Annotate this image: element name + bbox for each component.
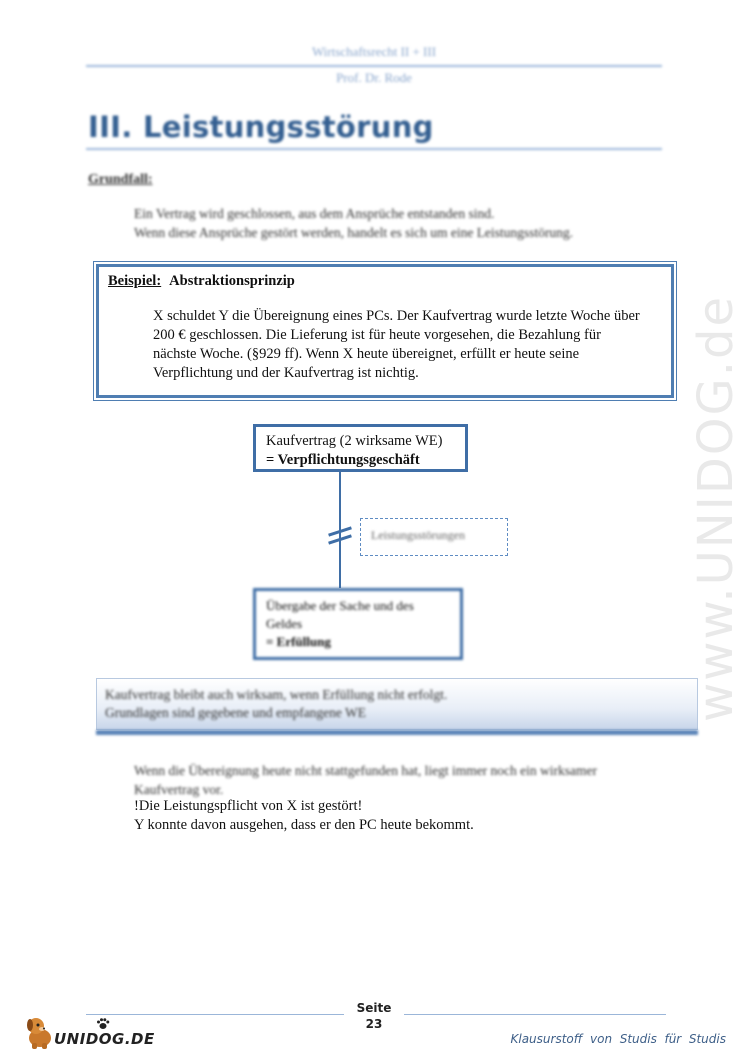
page-number: 23: [365, 1017, 383, 1031]
example-box: [96, 264, 674, 398]
conclusion-line-2: Y konnte davon ausgehen, dass er den PC heute bekommt.: [134, 817, 474, 833]
diagram-bottom-line-1: Übergabe der Sache und des: [266, 598, 414, 613]
example-line-3: nächste Woche. (§929 ff). Wenn X heute übereignet, erfüllt er heute seine: [153, 346, 580, 362]
grundfall-text: [134, 204, 674, 242]
conclusion-blurred: [134, 761, 674, 799]
banner-shadow: [96, 730, 698, 735]
conclusion-text: [134, 797, 674, 835]
example-body: [153, 307, 673, 383]
title-underline: [86, 148, 662, 150]
diagram-top-box: [253, 424, 468, 472]
example-line-1: X schuldet Y die Übereignung eines PCs. Der Kaufvertrag wurde letzte Woche über: [153, 308, 640, 324]
paw-icon: [96, 1018, 110, 1030]
example-line-2: 200 € geschlossen. Die Lieferung ist für heute vorgesehen, die Bezahlung für: [153, 327, 601, 343]
diagram-bottom-box: [253, 588, 463, 660]
example-label: Beispiel:: [108, 273, 162, 289]
conclusion-line-1: !Die Leistungspflicht von X ist gestört!: [134, 798, 363, 814]
example-line-4: Verpflichtung und der Kaufvertrag ist nichtig.: [153, 365, 419, 381]
conclusion-blurred-line-2: Kaufvertrag vor.: [134, 782, 224, 797]
banner-line-1: Kaufvertrag bleibt auch wirksam, wenn Erfüllung nicht erfolgt.: [105, 687, 448, 702]
unidog-logo: [22, 1012, 155, 1052]
grundfall-line-1: Ein Vertrag wird geschlossen, aus dem Ansprüche entstanden sind.: [134, 206, 495, 221]
header-divider: [86, 65, 662, 67]
example-heading: [108, 273, 295, 290]
diagram-dashed-box: [360, 518, 508, 556]
diagram-top-line-1: Kaufvertrag (2 wirksame WE): [266, 433, 443, 449]
header-professor: Prof. Dr. Rode: [336, 70, 412, 85]
diagram-dashed-label: Leistungsstörungen: [371, 528, 465, 542]
banner-line-2: Grundlagen sind gegebene und empfangene WE: [105, 705, 367, 720]
footer-line-right: [404, 1014, 666, 1015]
logo-text: UNIDOG.DE: [54, 1030, 155, 1048]
diagram-bottom-line-2: Geldes: [266, 616, 303, 631]
page-number-block: [344, 1000, 404, 1032]
watermark: www.UNIDOG.de: [688, 294, 744, 722]
example-title: Abstraktionsprinzip: [169, 273, 295, 289]
footer-slogan: Klausurstoff von Studis für Studis: [510, 1032, 726, 1046]
grundfall-heading: Grundfall:: [88, 172, 153, 187]
conclusion-blurred-line-1: Wenn die Übereignung heute nicht stattgefunden hat, liegt immer noch ein wirksamer: [134, 763, 598, 778]
grundfall-line-2: Wenn diese Ansprüche gestört werden, handelt es sich um eine Leistungsstörung.: [134, 225, 574, 240]
page-title: III. Leistungsstörung: [88, 110, 434, 144]
diagram-bottom-line-3: = Erfüllung: [266, 634, 331, 649]
header-course: Wirtschaftsrecht II + III: [311, 44, 437, 59]
page-label: Seite: [356, 1001, 392, 1015]
diagram-top-line-2: = Verpflichtungsgeschäft: [266, 452, 420, 468]
summary-banner: [96, 678, 698, 730]
